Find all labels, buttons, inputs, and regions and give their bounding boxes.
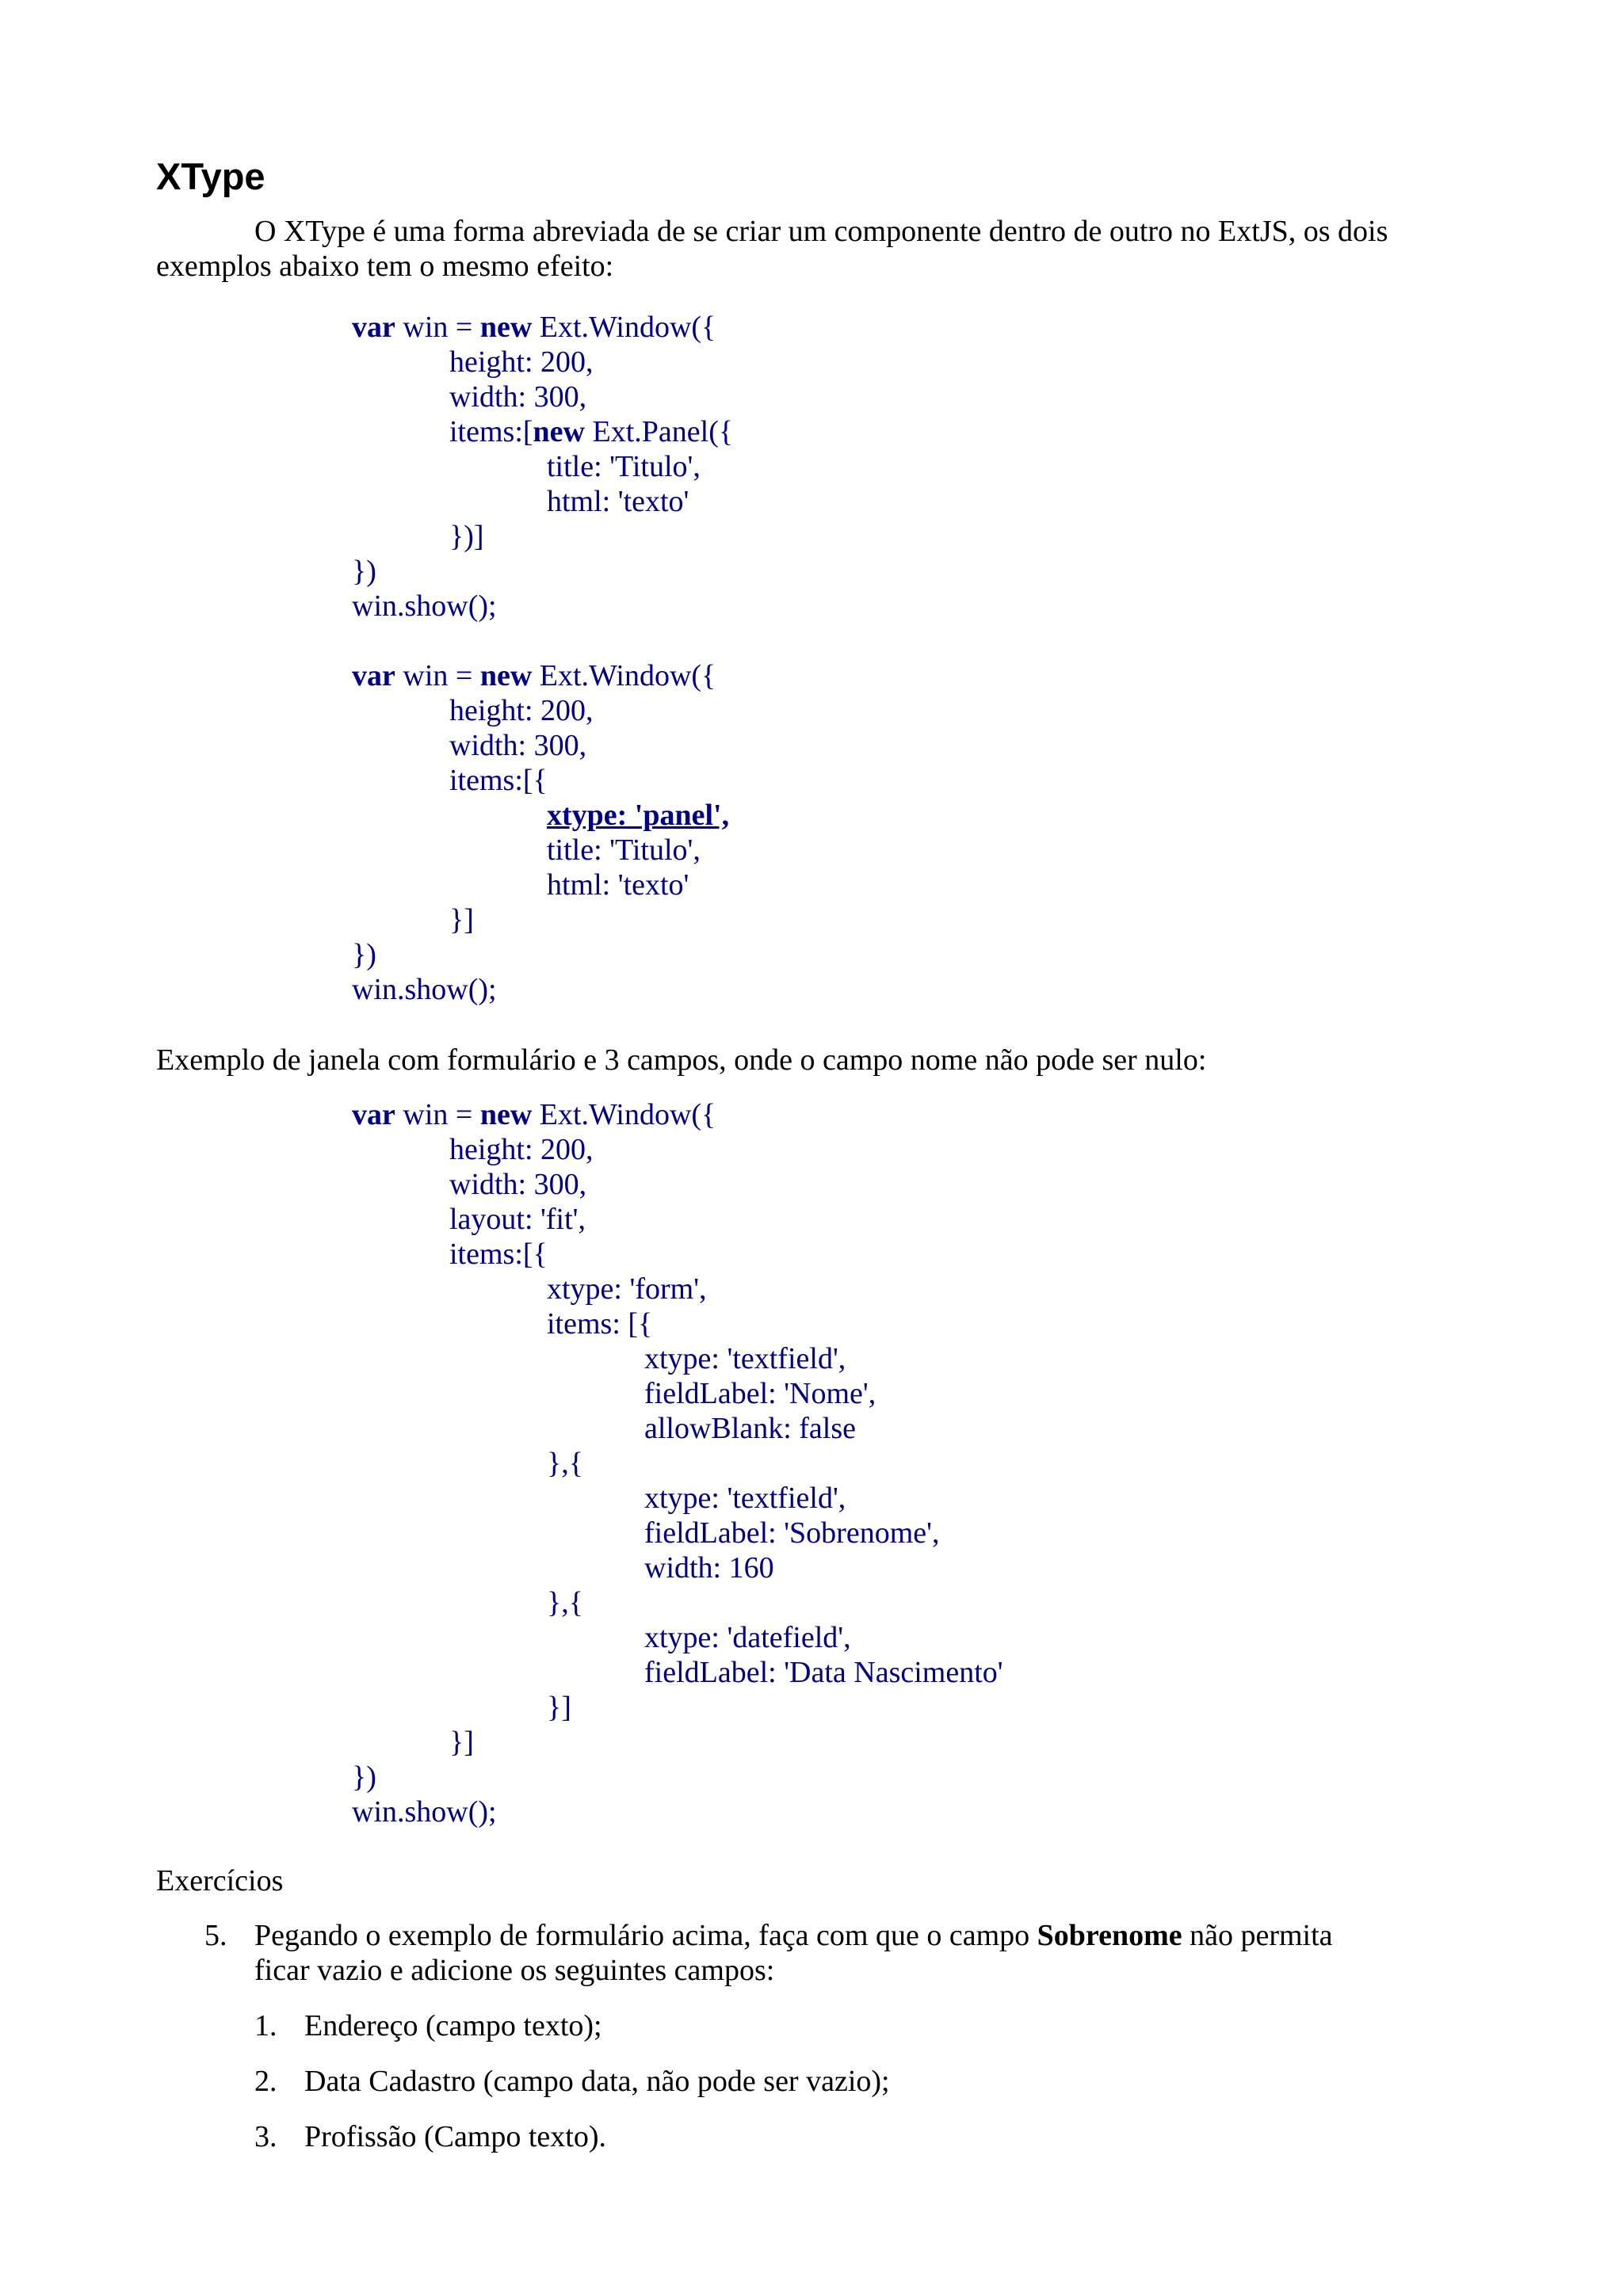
code-line-xtype-highlight: xtype: 'panel', [547, 799, 730, 832]
code-line: }) [352, 555, 376, 588]
code-line: layout: 'fit', [449, 1203, 586, 1236]
code-line: items: [{ [547, 1307, 653, 1341]
code-line: }] [449, 1726, 474, 1759]
keyword-new: new [533, 415, 585, 448]
code-line: })] [449, 520, 484, 553]
code-line: width: 300, [449, 380, 587, 414]
code-line: win.show(); [352, 973, 497, 1006]
code-line: },{ [547, 1586, 583, 1619]
code-line: html: 'texto' [547, 868, 689, 902]
code-line: width: 160 [644, 1551, 774, 1585]
code-line: xtype: 'textfield', [644, 1482, 846, 1515]
list-item-text [254, 1918, 1333, 1953]
code-line: title: 'Titulo', [547, 450, 701, 483]
code-text: win = [395, 311, 480, 344]
code-line: }) [352, 938, 376, 971]
sublist-item-number: 2. [254, 2065, 277, 2098]
code-line: fieldLabel: 'Sobrenome', [644, 1516, 940, 1550]
exercises-heading: Exercícios [156, 1864, 284, 1897]
code-text: Ext.Window({ [532, 1098, 716, 1131]
code-text: items:[ [449, 415, 533, 448]
code-line: allowBlank: false [644, 1412, 856, 1445]
keyword-var: var [352, 311, 395, 344]
code-line [352, 658, 716, 693]
code-line: fieldLabel: 'Data Nascimento' [644, 1656, 1003, 1689]
code-line: items:[{ [449, 1238, 548, 1271]
code-line: }] [547, 1691, 571, 1724]
code-line: height: 200, [449, 345, 594, 379]
code-line: html: 'texto' [547, 485, 689, 518]
list-item-text-continued: ficar vazio e adicione os seguintes campos: [254, 1954, 775, 1987]
code-line: }) [352, 1760, 376, 1794]
sublist-item-text: Profissão (Campo texto). [304, 2120, 607, 2153]
sublist-item-number: 1. [254, 2009, 277, 2042]
form-example-intro: Exemplo de janela com formulário e 3 campos, onde o campo nome não pode ser nulo: [156, 1043, 1207, 1077]
code-line: height: 200, [449, 694, 594, 727]
code-line [352, 310, 716, 345]
code-text: Ext.Window({ [532, 311, 716, 344]
code-text: Ext.Panel({ [585, 415, 734, 448]
code-line [449, 414, 733, 449]
code-line: xtype: 'datefield', [644, 1621, 851, 1654]
text-run: Pegando o exemplo de formulário acima, faça com que o campo [254, 1919, 1037, 1952]
text-run: não permita [1182, 1919, 1333, 1952]
code-line: width: 300, [449, 729, 587, 762]
page-title: XType [156, 155, 265, 197]
code-line: items:[{ [449, 764, 548, 797]
code-line: }] [449, 903, 474, 936]
code-line: height: 200, [449, 1133, 594, 1166]
sublist-item-text: Endereço (campo texto); [304, 2009, 602, 2042]
keyword-new: new [479, 659, 533, 692]
list-item-number: 5. [204, 1919, 227, 1952]
code-line: },{ [547, 1447, 583, 1480]
code-line [352, 1097, 716, 1132]
keyword-new: new [479, 311, 533, 344]
keyword-var: var [352, 659, 395, 692]
code-line: xtype: 'form', [547, 1272, 707, 1306]
sublist-item-number: 3. [254, 2120, 277, 2153]
code-text: win = [395, 659, 480, 692]
keyword-var: var [352, 1098, 395, 1131]
sublist-item-text: Data Cadastro (campo data, não pode ser vazio); [304, 2065, 890, 2098]
code-line: win.show(); [352, 1795, 497, 1829]
keyword-new: new [479, 1098, 533, 1131]
code-line: width: 300, [449, 1168, 587, 1201]
intro-paragraph: O XType é uma forma abreviada de se criar um componente dentro de outro no ExtJS, os dois exemplos abaixo tem o mesmo efeito: [156, 215, 1388, 283]
code-line: fieldLabel: 'Nome', [644, 1377, 876, 1410]
code-text: Ext.Window({ [532, 659, 716, 692]
code-line: title: 'Titulo', [547, 833, 701, 867]
code-text: win = [395, 1098, 480, 1131]
code-line: xtype: 'textfield', [644, 1342, 846, 1375]
bold-term: Sobrenome [1037, 1919, 1182, 1952]
code-line: win.show(); [352, 589, 497, 623]
